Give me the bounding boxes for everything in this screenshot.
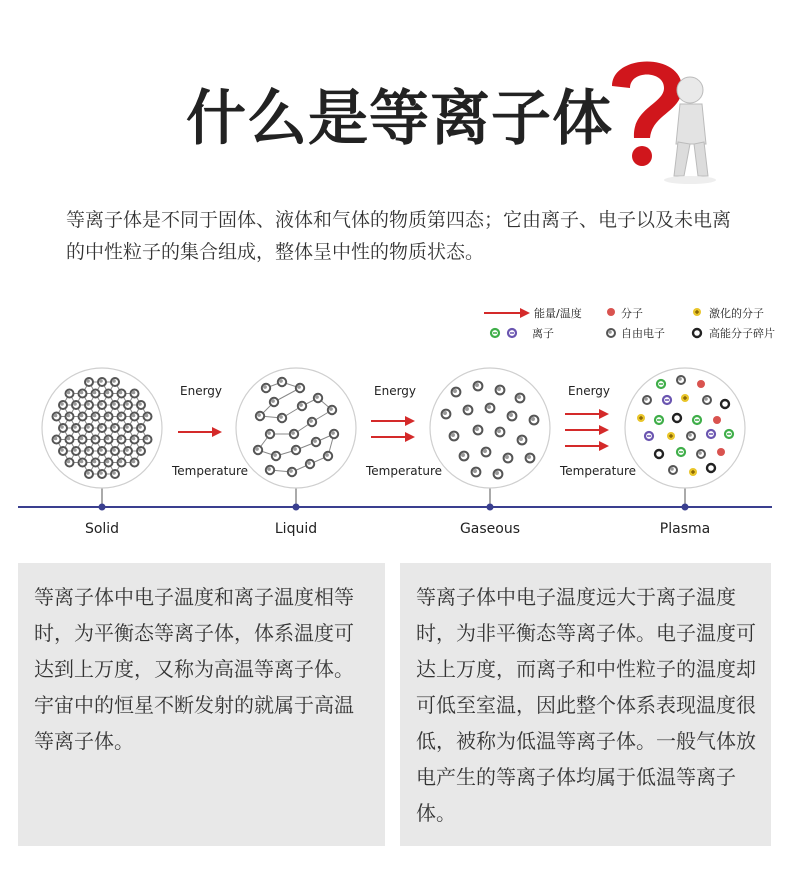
molecule-particle-core bbox=[531, 417, 535, 421]
molecule-particle-core bbox=[483, 449, 487, 453]
legend-energy-temp: 能量/温度 bbox=[534, 307, 582, 320]
low-temp-plasma-box: 等离子体中电子温度远大于离子温度时，为非平衡态等离子体。电子温度可达上万度，而离子和中性粒子的温度却可低至室温，因此整个体系表现温度很低，被称为低温等离子体。一般气体放电产生的等离子体均属于低温等离子体。 bbox=[400, 563, 771, 846]
molecule-particle-core bbox=[60, 425, 64, 429]
legend-arrow-head bbox=[520, 308, 530, 318]
molecule-particle-core bbox=[99, 425, 103, 429]
molecule-particle-core bbox=[80, 414, 84, 418]
molecule-particle-core bbox=[267, 467, 271, 471]
molecule-particle-core bbox=[138, 402, 142, 406]
molecule-particle-core bbox=[60, 402, 64, 406]
molecule-particle-core bbox=[487, 405, 491, 409]
molecule-particle-core bbox=[257, 413, 261, 417]
molecule-particle-core bbox=[132, 391, 136, 395]
molecule-particle-core bbox=[119, 414, 123, 418]
molecule-particle-core bbox=[704, 397, 708, 401]
arrow-label-energy: Energy bbox=[180, 384, 223, 398]
legend-fragment: 高能分子碎片 bbox=[709, 327, 775, 340]
molecule-particle-core bbox=[73, 448, 77, 452]
molecule-particle-core bbox=[119, 437, 123, 441]
fragment-particle bbox=[721, 400, 729, 408]
arrow-label-temperature: Temperature bbox=[366, 464, 443, 478]
legend-free-electron: 自由电子 bbox=[621, 327, 665, 340]
molecule-particle-core bbox=[145, 437, 149, 441]
arrow-label-temperature: Temperature bbox=[560, 464, 637, 478]
molecule-particle-core bbox=[93, 437, 97, 441]
molecule-particle-core bbox=[670, 467, 674, 471]
molecule-particle-core bbox=[132, 414, 136, 418]
molecule-particle-core bbox=[443, 411, 447, 415]
molecule-particle-core bbox=[86, 425, 90, 429]
energy-arrow-head bbox=[405, 416, 415, 426]
molecule-particle-core bbox=[54, 414, 58, 418]
molecule-particle-core bbox=[112, 448, 116, 452]
molecule-particle-core bbox=[329, 407, 333, 411]
molecule-particle-core bbox=[313, 439, 317, 443]
molecule-particle-core bbox=[331, 431, 335, 435]
molecule-particle-core bbox=[119, 460, 123, 464]
molecule-particle-core bbox=[273, 453, 277, 457]
timeline-dot bbox=[487, 504, 494, 511]
energy-arrow-head bbox=[212, 427, 222, 437]
molecule-red-particle bbox=[697, 380, 705, 388]
state-label-liquid: Liquid bbox=[274, 521, 318, 537]
molecule-particle-core bbox=[86, 471, 90, 475]
molecule-particle-core bbox=[473, 469, 477, 473]
high-temp-plasma-box: 等离子体中电子温度和离子温度相等时，为平衡态等离子体，体系温度可达到上万度，又称为高温等离子体。宇宙中的恒星不断发射的就属于高温等离子体。 bbox=[18, 563, 385, 846]
energy-arrow-head bbox=[599, 441, 609, 451]
molecule-particle-core bbox=[297, 385, 301, 389]
molecule-particle-core bbox=[106, 414, 110, 418]
molecule-particle-core bbox=[698, 451, 702, 455]
molecule-particle-core bbox=[99, 471, 103, 475]
molecule-particle-core bbox=[125, 402, 129, 406]
molecule-particle-core bbox=[67, 414, 71, 418]
molecule-particle-core bbox=[475, 383, 479, 387]
state-label-plasma: Plasma bbox=[659, 521, 711, 537]
molecule-particle-core bbox=[80, 460, 84, 464]
molecule-particle-core bbox=[315, 395, 319, 399]
molecule-particle-core bbox=[299, 403, 303, 407]
molecule-particle-core bbox=[119, 391, 123, 395]
legend-molecule: 分子 bbox=[621, 307, 643, 320]
molecule-particle-core bbox=[263, 385, 267, 389]
molecule-particle-core bbox=[67, 437, 71, 441]
molecule-particle-core bbox=[279, 415, 283, 419]
molecule-particle-core bbox=[688, 433, 692, 437]
molecule-particle-core bbox=[138, 448, 142, 452]
molecule-particle-core bbox=[678, 377, 682, 381]
molecule-particle-core bbox=[86, 379, 90, 383]
molecule-particle-core bbox=[475, 427, 479, 431]
molecule-particle-core bbox=[67, 391, 71, 395]
molecule-particle-core bbox=[644, 397, 648, 401]
molecule-particle-core bbox=[325, 453, 329, 457]
molecule-particle-core bbox=[509, 413, 513, 417]
molecule-particle-core bbox=[73, 402, 77, 406]
molecule-particle-core bbox=[99, 402, 103, 406]
molecule-particle-core bbox=[106, 460, 110, 464]
molecule-particle-core bbox=[112, 471, 116, 475]
molecule-particle-core bbox=[497, 387, 501, 391]
molecule-particle-core bbox=[279, 379, 283, 383]
fragment-particle bbox=[707, 464, 715, 472]
molecule-particle-core bbox=[99, 379, 103, 383]
molecule-particle-core bbox=[93, 414, 97, 418]
molecule-particle-core bbox=[60, 448, 64, 452]
fragment-particle bbox=[655, 450, 663, 458]
molecule-particle-core bbox=[112, 379, 116, 383]
molecule-particle-core bbox=[608, 330, 612, 334]
molecule-particle-core bbox=[309, 419, 313, 423]
molecule-particle-core bbox=[289, 469, 293, 473]
molecule-particle-core bbox=[505, 455, 509, 459]
arrow-label-temperature: Temperature bbox=[172, 464, 249, 478]
molecule-particle-core bbox=[125, 425, 129, 429]
molecule-particle-core bbox=[86, 402, 90, 406]
states-of-matter-diagram bbox=[0, 290, 790, 550]
molecule-particle-core bbox=[497, 429, 501, 433]
energy-arrow-head bbox=[405, 432, 415, 442]
molecule-particle-core bbox=[451, 433, 455, 437]
state-circle bbox=[625, 368, 745, 488]
question-mark-figure-icon bbox=[590, 48, 730, 188]
timeline-dot bbox=[99, 504, 106, 511]
fragment-particle bbox=[673, 414, 681, 422]
molecule-particle-core bbox=[271, 399, 275, 403]
legend-ion: 离子 bbox=[532, 327, 554, 340]
molecule-particle-core bbox=[106, 437, 110, 441]
intro-paragraph: 等离子体是不同于固体、液体和气体的物质第四态；它由离子、电子以及未电离的中性粒子的集合组成，整体呈中性的物质状态。 bbox=[66, 209, 732, 263]
timeline-dot bbox=[682, 504, 689, 511]
molecule-particle-core bbox=[267, 431, 271, 435]
molecule-particle-core bbox=[517, 395, 521, 399]
molecule-particle-core bbox=[54, 437, 58, 441]
molecule-particle-core bbox=[73, 425, 77, 429]
fragment-particle bbox=[693, 329, 701, 337]
molecule-particle-core bbox=[255, 447, 259, 451]
state-label-gaseous: Gaseous bbox=[459, 521, 521, 537]
energy-arrow-head bbox=[599, 425, 609, 435]
energy-arrow-head bbox=[599, 409, 609, 419]
state-circle bbox=[430, 368, 550, 488]
molecule-particle-core bbox=[291, 431, 295, 435]
molecule-particle-core bbox=[461, 453, 465, 457]
molecule-particle-core bbox=[519, 437, 523, 441]
molecule-particle-core bbox=[307, 461, 311, 465]
timeline-dot bbox=[293, 504, 300, 511]
legend-excited-molecule: 激化的分子 bbox=[709, 307, 764, 320]
page-title: 什么是等离子体 bbox=[186, 84, 613, 154]
molecule-particle-core bbox=[527, 455, 531, 459]
molecule-particle-core bbox=[80, 391, 84, 395]
molecule-particle-core bbox=[293, 447, 297, 451]
molecule-particle-core bbox=[453, 389, 457, 393]
state-label-solid: Solid bbox=[84, 521, 120, 537]
molecule-red-particle bbox=[713, 416, 721, 424]
molecule-particle-core bbox=[145, 414, 149, 418]
molecule-particle-core bbox=[80, 437, 84, 441]
molecule-particle-core bbox=[93, 460, 97, 464]
molecule-particle-core bbox=[138, 425, 142, 429]
molecule-particle-core bbox=[132, 437, 136, 441]
molecule-particle-core bbox=[132, 460, 136, 464]
molecule-particle-core bbox=[125, 448, 129, 452]
arrow-label-energy: Energy bbox=[568, 384, 611, 398]
molecule-particle-core bbox=[112, 425, 116, 429]
molecule-particle-core bbox=[99, 448, 103, 452]
molecule-particle-core bbox=[465, 407, 469, 411]
molecule-particle-core bbox=[106, 391, 110, 395]
molecule-particle-core bbox=[495, 471, 499, 475]
arrow-label-energy: Energy bbox=[374, 384, 417, 398]
molecule-particle-core bbox=[86, 448, 90, 452]
molecule-red-particle bbox=[607, 308, 615, 316]
molecule-particle-core bbox=[93, 391, 97, 395]
molecule-red-particle bbox=[717, 448, 725, 456]
molecule-particle-core bbox=[112, 402, 116, 406]
molecule-particle-core bbox=[67, 460, 71, 464]
